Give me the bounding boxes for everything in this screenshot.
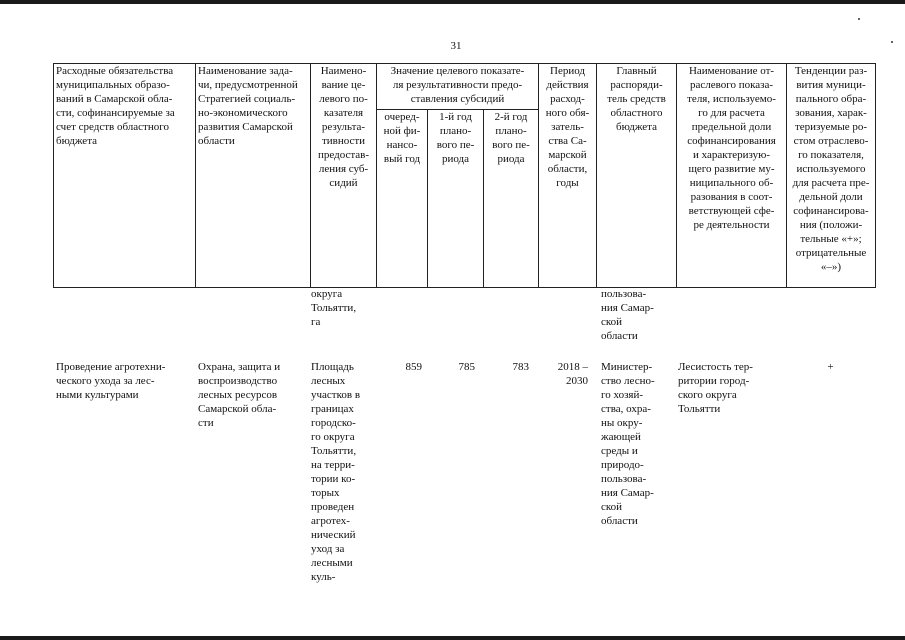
text-line: софинансирова- bbox=[793, 205, 869, 217]
header-col-value-group bbox=[377, 64, 539, 110]
text-line: предостав- bbox=[317, 149, 370, 161]
text-line: 2018 – bbox=[557, 361, 588, 373]
text-line: сти, софинансируемые за bbox=[56, 107, 175, 119]
text-line: сидий bbox=[329, 177, 358, 189]
text-line: го показателя, bbox=[798, 149, 864, 161]
text-line: Площадь bbox=[311, 361, 354, 373]
text-line: вития муници- bbox=[796, 79, 866, 91]
header-col-value-current bbox=[377, 110, 428, 288]
text-line: ства, охра- bbox=[601, 403, 651, 415]
text-line: границах bbox=[311, 403, 354, 415]
text-line: ческого ухода за лес- bbox=[56, 375, 155, 387]
row-value-year1: 785 bbox=[458, 361, 475, 373]
header-col-indicator bbox=[311, 64, 377, 288]
row-value-current: 859 bbox=[405, 361, 422, 373]
text-line: муниципальных образо- bbox=[56, 79, 170, 91]
header-col-administrator bbox=[597, 64, 677, 288]
text-line: ного обя- bbox=[545, 107, 590, 119]
text-line: отрицательные bbox=[795, 247, 867, 259]
text-line: ство лесно- bbox=[601, 375, 655, 387]
text-line: области bbox=[601, 515, 638, 527]
header-col-indicator-text bbox=[313, 64, 374, 190]
bottom-border bbox=[0, 636, 905, 640]
text-line: ной фи- bbox=[383, 125, 421, 137]
text-line: риода bbox=[441, 153, 470, 165]
text-line: теля, используемо- bbox=[687, 93, 776, 105]
text-line: пользова- bbox=[601, 288, 647, 300]
text-line: и характеризую- bbox=[692, 149, 771, 161]
scan-speck bbox=[891, 41, 893, 43]
header-col-task-text bbox=[198, 64, 308, 148]
text-line: бюджета bbox=[56, 135, 98, 147]
text-line: 1-й год bbox=[439, 111, 472, 123]
text-line: «–») bbox=[820, 261, 842, 273]
page-number: 31 bbox=[450, 40, 462, 52]
header-col-sector-indicator bbox=[677, 64, 787, 288]
text-line: агротех- bbox=[311, 515, 350, 527]
text-line: ства Са- bbox=[548, 135, 587, 147]
text-line: области, bbox=[547, 163, 588, 175]
header-col-sector-indicator-text bbox=[679, 64, 784, 232]
text-line: го для расчета bbox=[698, 107, 765, 119]
text-line: Лесистость тер- bbox=[678, 361, 753, 373]
text-line: Тольятти, bbox=[311, 445, 357, 457]
text-line: зования, харак- bbox=[795, 107, 867, 119]
header-col-value-year1 bbox=[428, 110, 484, 288]
header-col-value-group-text bbox=[379, 64, 536, 106]
text-line: годы bbox=[556, 177, 579, 189]
header-col-value-current-text bbox=[379, 110, 425, 166]
text-line: вого пе- bbox=[492, 139, 530, 151]
text-line: на терри- bbox=[311, 459, 355, 471]
text-line: ваний в Самарской обла- bbox=[56, 93, 173, 105]
text-line: Тольятти bbox=[678, 403, 721, 415]
row-task bbox=[198, 360, 303, 430]
text-line: пального обра- bbox=[795, 93, 867, 105]
text-line: левого по- bbox=[319, 93, 368, 105]
text-line: Наимено- bbox=[320, 65, 367, 77]
continuation-col3 bbox=[311, 287, 373, 329]
row-value-year2: 783 bbox=[512, 361, 529, 373]
text-line: Период bbox=[550, 65, 585, 77]
text-line: теризуемые ро- bbox=[794, 121, 868, 133]
text-line: лесных ресурсов bbox=[198, 389, 278, 401]
text-line: затель- bbox=[551, 121, 584, 133]
text-line: Стратегией социаль- bbox=[198, 93, 296, 105]
header-col-obligations-text bbox=[56, 64, 193, 148]
text-line: развития Самарской bbox=[198, 121, 293, 133]
text-line: торых bbox=[311, 487, 340, 499]
text-line: расход- bbox=[550, 93, 585, 105]
text-line: щего развитие му- bbox=[688, 163, 775, 175]
scan-speck bbox=[858, 18, 860, 20]
text-line: ской bbox=[601, 501, 623, 513]
row-sector-indicator bbox=[678, 360, 780, 416]
text-line: жающей bbox=[601, 431, 641, 443]
text-line: плано- bbox=[439, 125, 472, 137]
text-line: ления суб- bbox=[318, 163, 369, 175]
header-col-period-text bbox=[541, 64, 594, 190]
text-line: ния Самар- bbox=[601, 487, 654, 499]
text-line: га bbox=[311, 316, 321, 328]
text-line: ритории город- bbox=[678, 375, 750, 387]
text-line: дельной доли bbox=[799, 191, 863, 203]
text-line: распоряди- bbox=[610, 79, 663, 91]
text-line: ской bbox=[601, 316, 623, 328]
text-line: участков в bbox=[311, 389, 361, 401]
header-col-trends bbox=[787, 64, 876, 288]
text-line: вание це- bbox=[321, 79, 366, 91]
text-line: раслевого показа- bbox=[689, 79, 774, 91]
text-line: ского округа bbox=[678, 389, 737, 401]
text-line: ниципального об- bbox=[689, 177, 774, 189]
text-line: области bbox=[601, 330, 638, 342]
text-line: Значение целевого показате- bbox=[390, 65, 525, 77]
text-line: лесными bbox=[311, 557, 353, 569]
text-line: софинансирования bbox=[687, 135, 776, 147]
row-obligation bbox=[56, 360, 192, 402]
text-line: природо- bbox=[601, 459, 644, 471]
text-line: разования в соот- bbox=[690, 191, 773, 203]
text-line: чи, предусмотренной bbox=[198, 79, 298, 91]
text-line: Охрана, защита и bbox=[198, 361, 281, 373]
text-line: вый год bbox=[383, 153, 421, 165]
header-col-value-year1-text bbox=[430, 110, 481, 166]
text-line: Расходные обязательства bbox=[56, 65, 174, 77]
header-col-value-year2-text bbox=[486, 110, 536, 166]
top-border bbox=[0, 0, 905, 4]
text-line: области bbox=[198, 135, 235, 147]
text-line: Тенденции раз- bbox=[794, 65, 868, 77]
text-line: среды и bbox=[601, 445, 638, 457]
row-administrator bbox=[601, 360, 671, 528]
text-line: тельные «+»; bbox=[800, 233, 862, 245]
text-line: городско- bbox=[311, 417, 356, 429]
header-col-task bbox=[196, 64, 311, 288]
header-col-value-year2 bbox=[484, 110, 539, 288]
text-line: тивности bbox=[321, 135, 366, 147]
text-line: действия bbox=[546, 79, 589, 91]
text-line: сти bbox=[198, 417, 214, 429]
row-trend: + bbox=[827, 361, 834, 373]
text-line: используемого bbox=[796, 163, 866, 175]
table-header bbox=[53, 63, 876, 288]
text-line: 2030 bbox=[566, 375, 588, 387]
text-line: результа- bbox=[321, 121, 366, 133]
text-line: вого пе- bbox=[436, 139, 475, 151]
text-line: тории ко- bbox=[311, 473, 356, 485]
text-line: Самарской обла- bbox=[198, 403, 277, 415]
text-line: бюджета bbox=[615, 121, 657, 133]
text-line: Тольятти, bbox=[311, 302, 357, 314]
continuation-col6 bbox=[601, 287, 671, 343]
text-line: 2-й год bbox=[494, 111, 528, 123]
text-line: нический bbox=[311, 529, 356, 541]
header-col-obligations bbox=[54, 64, 196, 288]
text-line: ния (положи- bbox=[799, 219, 863, 231]
text-line: проведен bbox=[311, 501, 355, 513]
text-line: но-экономического bbox=[198, 107, 288, 119]
text-line: лесных bbox=[311, 375, 346, 387]
text-line: плано- bbox=[495, 125, 527, 137]
text-line: тель средств bbox=[607, 93, 666, 105]
text-line: куль- bbox=[311, 571, 336, 583]
row-period bbox=[538, 360, 588, 388]
text-line: го хозяй- bbox=[601, 389, 644, 401]
text-line: предельной доли bbox=[691, 121, 772, 133]
text-line: воспроизводство bbox=[198, 375, 278, 387]
text-line: ветствующей сфе- bbox=[688, 205, 775, 217]
text-line: округа bbox=[311, 288, 343, 300]
text-line: ны окру- bbox=[601, 417, 643, 429]
text-line: Проведение агротехни- bbox=[56, 361, 166, 373]
text-line: ре деятельности bbox=[693, 219, 770, 231]
text-line: пользова- bbox=[601, 473, 647, 485]
text-line: для расчета пре- bbox=[792, 177, 870, 189]
text-line: очеред- bbox=[384, 111, 420, 123]
text-line: Наименование зада- bbox=[198, 65, 293, 77]
text-line: Главный bbox=[616, 65, 657, 77]
text-line: ными культурами bbox=[56, 389, 139, 401]
row-indicator bbox=[311, 360, 373, 584]
header-col-administrator-text bbox=[599, 64, 674, 134]
text-line: ставления субсидий bbox=[410, 93, 505, 105]
text-line: ля результативности предо- bbox=[392, 79, 523, 91]
text-line: Министер- bbox=[601, 361, 653, 373]
text-line: Наименование от- bbox=[688, 65, 775, 77]
text-line: риода bbox=[497, 153, 525, 165]
text-line: областного bbox=[610, 107, 663, 119]
header-col-trends-text bbox=[789, 64, 873, 274]
text-line: марской bbox=[548, 149, 587, 161]
header-col-period bbox=[539, 64, 597, 288]
text-line: счет средств областного bbox=[56, 121, 169, 133]
text-line: ния Самар- bbox=[601, 302, 654, 314]
text-line: стом отраслево- bbox=[793, 135, 869, 147]
text-line: казателя bbox=[323, 107, 364, 119]
text-line: уход за bbox=[311, 543, 345, 555]
text-line: го округа bbox=[311, 431, 355, 443]
text-line: нансо- bbox=[386, 139, 418, 151]
